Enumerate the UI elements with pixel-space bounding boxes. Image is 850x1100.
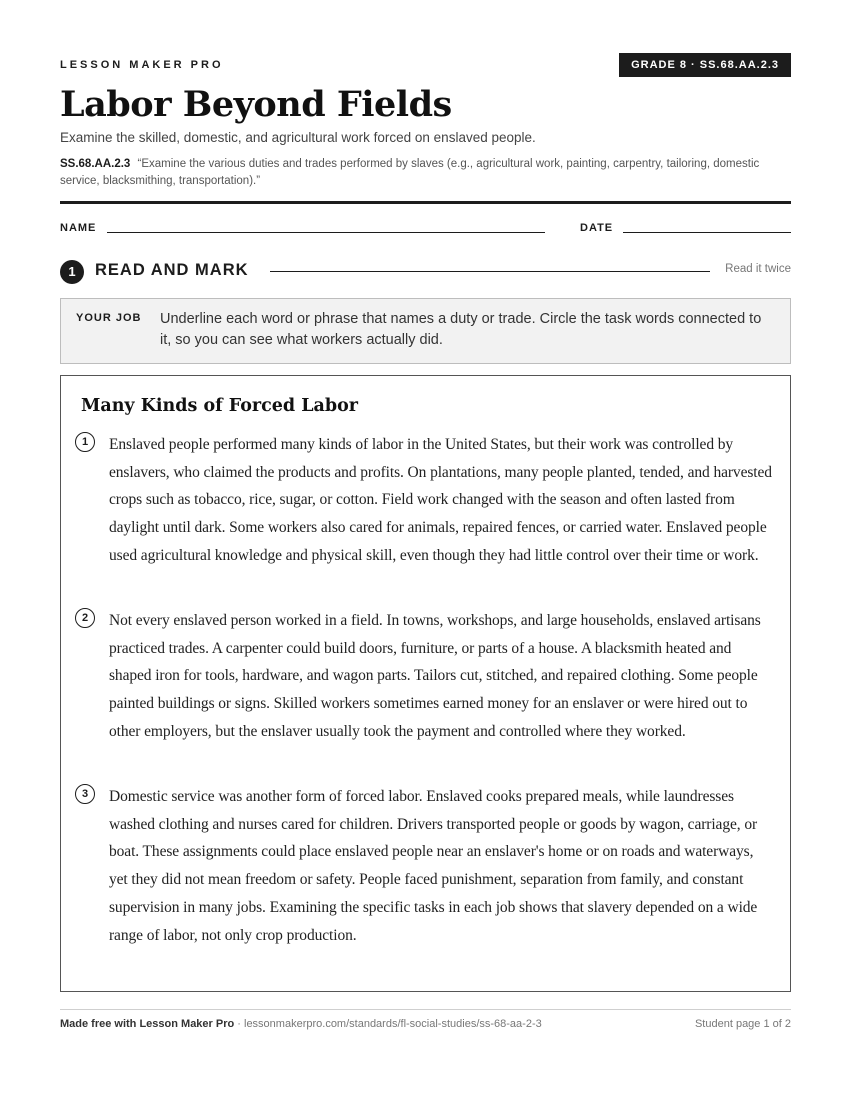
instructions-text: Underline each word or phrase that names a duty or trade. Circle the task words connected to it, so you can see what workers actually did. [160, 311, 762, 348]
section-note: Read it twice [725, 263, 791, 275]
passage-title: Many Kinds of Forced Labor [81, 396, 359, 416]
name-field[interactable] [107, 232, 545, 233]
paragraph-text: Enslaved people performed many kinds of labor in the United States, but their work was controlled by enslavers, who claimed the products and profits. On plantations, many people planted, tended, and harvested crops such as tobacco, rice, sugar, or cotton. Field work changed with the season and often lasted from daylight until dark. Some workers also cared for animals, repaired fences, or carried water. Enslaved people used agricultural knowledge and physical skill, even though they had little control over their time or work. [109, 436, 772, 564]
page-indicator: Student page 1 of 2 [694, 1018, 791, 1030]
paragraph-number: 1 [75, 432, 95, 452]
paragraph-number: 3 [75, 784, 95, 804]
paragraph-number: 2 [75, 608, 95, 628]
date-label: DATE [580, 222, 614, 234]
standard-text: “Examine the various duties and trades performed by slaves (e.g., agricultural work, painting, carpentry, tailoring, domestic service, blacksmithing, transportation).” [60, 158, 760, 187]
date-field[interactable] [623, 232, 791, 233]
footer-made-with: Made free with Lesson Maker Pro [60, 1018, 235, 1030]
header-divider [60, 201, 791, 204]
standard-code: SS.68.AA.2.3 [60, 158, 131, 170]
page-title: Labor Beyond Fields [60, 84, 452, 125]
header-row [60, 56, 791, 80]
footer-credit [60, 1018, 542, 1030]
section-heading [60, 259, 791, 283]
grade-standard-badge: GRADE 8 · SS.68.AA.2.3 [619, 53, 791, 77]
instructions-label: YOUR JOB [76, 312, 142, 324]
standard-description [60, 156, 780, 190]
paragraph-text: Domestic service was another form of forced labor. Enslaved cooks prepared meals, while laundresses washed clothing and nurses cared for children. Drivers transported people or goods by wagon, carriage, or boat. These assignments could place enslaved people near an enslaver's home or on roads and waterways, yet they did not mean freedom or safety. People faced punishment, separation from family, and constant supervision in many jobs. Examining the specific tasks in each job shows that slavery depended on a wide range of labor, not only crop production. [109, 788, 758, 944]
page-subtitle: Examine the skilled, domestic, and agricultural work forced on enslaved people. [60, 130, 536, 145]
footer-url[interactable]: · lessonmakerpro.com/standards/fl-social-studies/ss-68-aa-2-3 [237, 1018, 542, 1030]
section-title: READ AND MARK [95, 261, 249, 279]
footer-divider [60, 1009, 791, 1010]
instructions-box [60, 298, 791, 364]
name-date-row [60, 222, 791, 238]
paragraph-text: Not every enslaved person worked in a field. In towns, workshops, and large households, enslaved artisans practiced trades. A carpenter could build doors, furniture, or parts of a house. A blacksmith heated and shaped iron for tools, hardware, and wagon parts. Tailors cut, stitched, and repaired clothing. Some people painted buildings or signs. Skilled workers sometimes earned money for an enslaver or were hired out to other employers, but the enslaver usually took the payment and controlled where they worked. [109, 612, 761, 740]
step-number-badge: 1 [60, 260, 84, 284]
brand-name: LESSON MAKER PRO [60, 59, 224, 71]
section-rule [270, 271, 710, 272]
reading-passage [60, 375, 791, 992]
name-label: NAME [60, 222, 97, 234]
